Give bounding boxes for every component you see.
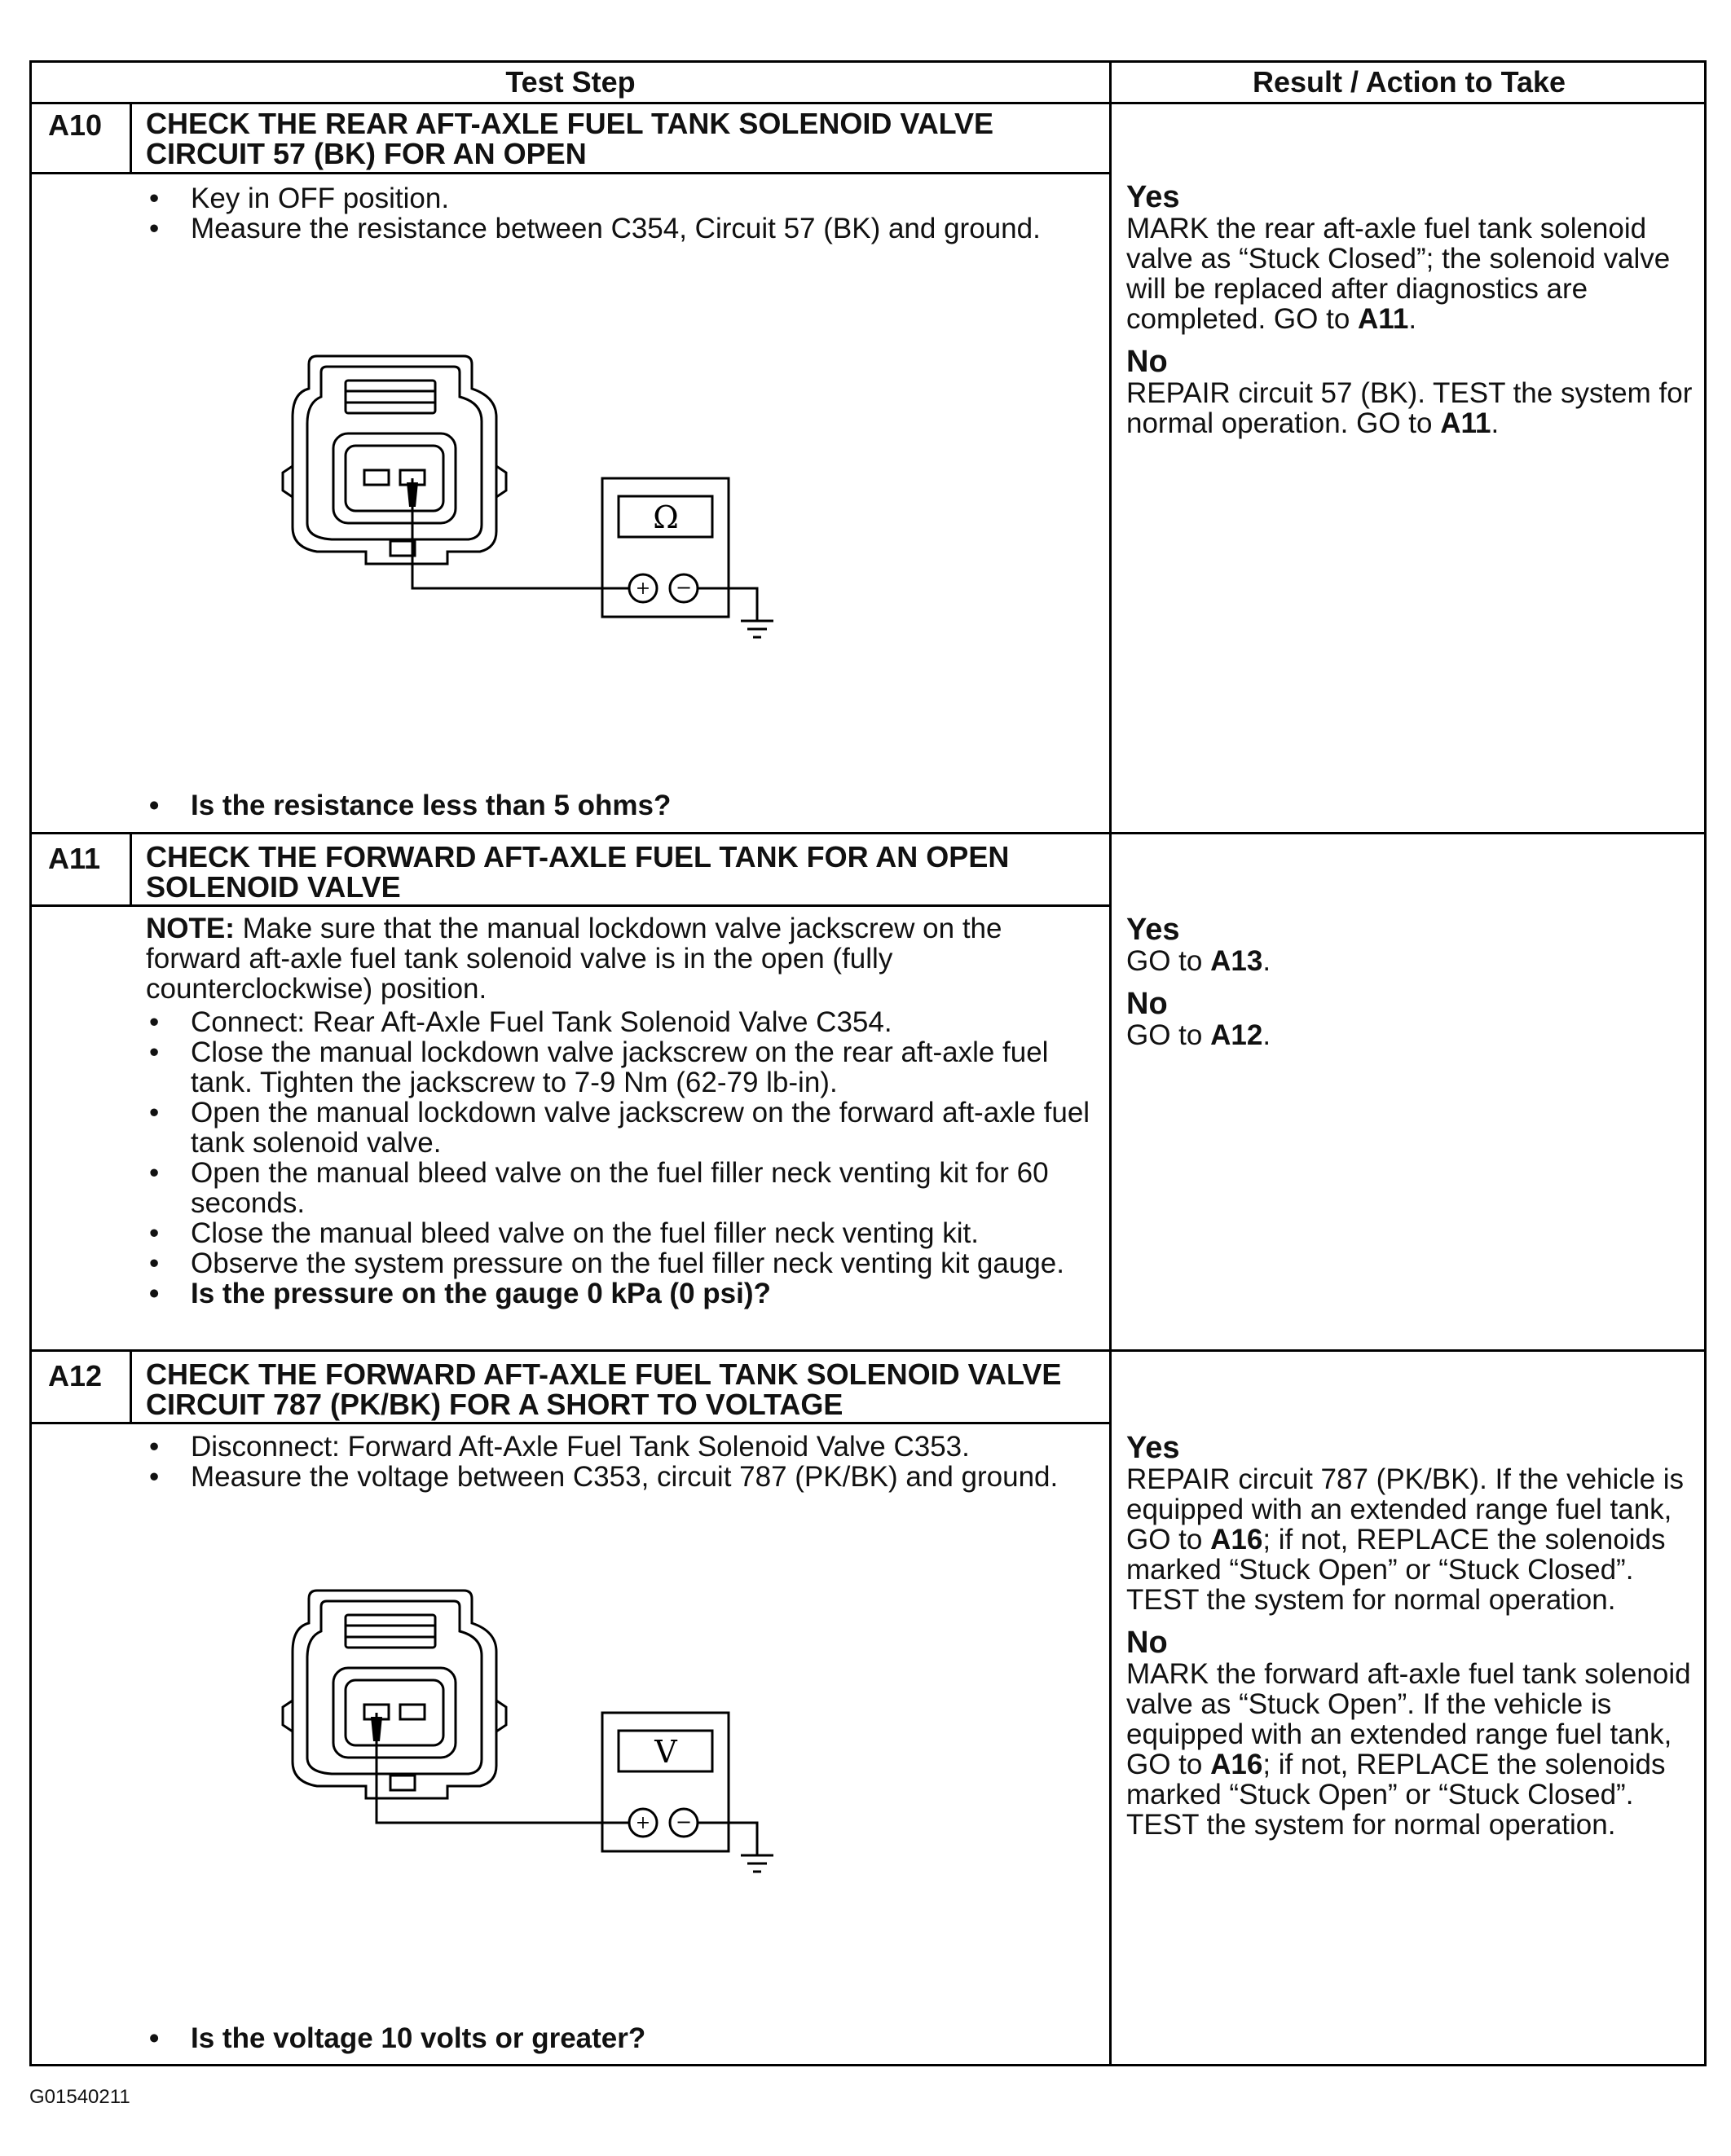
table-header [32, 63, 1704, 104]
id-divider [130, 102, 132, 172]
no-tail: . [1491, 407, 1500, 439]
id-divider [130, 834, 132, 904]
step-question [146, 790, 1091, 821]
yes-tail: ; if not, REPLACE the solenoids marked “Stuck Open” or “Stuck Closed”. TEST the system for normal operation. [1126, 1524, 1666, 1616]
yes-label: Yes [1126, 1431, 1180, 1465]
column-divider [1109, 63, 1112, 2066]
meter-symbol: V [654, 1734, 677, 1770]
svg-text:+: + [635, 579, 651, 599]
step-question [146, 2023, 1091, 2053]
step-id: A10 [48, 108, 103, 142]
step-id: A11 [48, 842, 101, 875]
list-item: • Disconnect: Forward Aft-Axle Fuel Tank Solenoid Valve C353. [146, 1432, 1091, 1462]
no-label: No [1126, 1626, 1168, 1660]
header-test-step: Test Step [505, 65, 636, 99]
yes-label: Yes [1126, 180, 1180, 214]
meter-symbol: Ω [653, 499, 679, 535]
step-instructions [146, 1432, 1091, 1492]
list-item: • Connect: Rear Aft-Axle Fuel Tank Solenoid Valve C354. [146, 1007, 1099, 1037]
yes-tail: . [1408, 303, 1417, 335]
yes-text: MARK the rear aft-axle fuel tank solenoid valve as “Stuck Closed”; the solenoid valve will be replaced after diagnostics are completed. GO to [1126, 213, 1671, 335]
svg-text:−: − [675, 1811, 693, 1833]
step-link[interactable]: A11 [1358, 303, 1409, 335]
no-text: REPAIR circuit 57 (BK). TEST the system for normal operation. GO to [1126, 377, 1693, 439]
title-separator [32, 904, 1109, 907]
note [146, 913, 1099, 1004]
figure-code: G01540211 [29, 2086, 130, 2108]
no-label: No [1126, 987, 1168, 1021]
step-link[interactable]: A13 [1210, 945, 1263, 977]
yes-text: REPAIR circuit 787 (PK/BK). If the vehicle is equipped with an extended range fuel tank, GO to [1126, 1463, 1685, 1555]
no-tail: . [1262, 1019, 1271, 1051]
list-item: • Open the manual lockdown valve jackscrew on the forward aft-axle fuel tank solenoid valve. [146, 1098, 1099, 1158]
step-title: CHECK THE FORWARD AFT-AXLE FUEL TANK FOR AN OPEN SOLENOID VALVE [146, 840, 1010, 904]
row-separator [32, 832, 1707, 834]
result-a12 [1126, 1432, 1697, 1851]
list-item: • Is the voltage 10 volts or greater? [146, 2023, 1091, 2053]
result-a10 [1126, 181, 1697, 450]
test-step-table [29, 60, 1707, 2066]
note-label: NOTE: [146, 913, 235, 944]
step-title: CHECK THE REAR AFT-AXLE FUEL TANK SOLENOID VALVE CIRCUIT 57 (BK) FOR AN OPEN [146, 107, 994, 170]
step-link[interactable]: A11 [1440, 407, 1491, 439]
no-text: MARK the forward aft-axle fuel tank solenoid valve as “Stuck Open”. If the vehicle is equipped with an extended range fuel tank, GO to [1126, 1658, 1691, 1780]
note-text: Make sure that the manual lockdown valve jackscrew on the forward aft-axle fuel tank solenoid valve is in the open (fully counterclockwise) position. [146, 913, 1002, 1005]
title-separator [32, 172, 1109, 174]
id-divider [130, 1352, 132, 1422]
ohmmeter-diagram [276, 352, 847, 711]
no-text: GO to [1126, 1019, 1211, 1051]
step-link[interactable]: A16 [1210, 1524, 1263, 1555]
no-label: No [1126, 345, 1168, 379]
voltmeter-diagram [276, 1586, 847, 1945]
step-id: A12 [48, 1359, 103, 1393]
step-title: CHECK THE FORWARD AFT-AXLE FUEL TANK SOLENOID VALVE CIRCUIT 787 (PK/BK) FOR A SHORT TO VOLTAGE [146, 1357, 1062, 1421]
step-instructions [146, 183, 1091, 244]
title-separator [32, 1422, 1109, 1424]
list-item: • Open the manual bleed valve on the fuel filler neck venting kit for 60 seconds. [146, 1158, 1099, 1218]
step-link[interactable]: A12 [1210, 1019, 1263, 1051]
header-result-action: Result / Action to Take [1252, 65, 1566, 99]
result-a11 [1126, 913, 1697, 1062]
row-separator [32, 1349, 1707, 1352]
svg-text:+: + [635, 1813, 651, 1833]
step-question: • Is the pressure on the gauge 0 kPa (0 psi)? [146, 1278, 1099, 1309]
yes-text: GO to [1126, 945, 1211, 977]
list-item: • Close the manual bleed valve on the fuel filler neck venting kit. [146, 1218, 1099, 1248]
yes-tail: . [1262, 945, 1271, 977]
step-link[interactable]: A16 [1210, 1749, 1263, 1780]
yes-label: Yes [1126, 913, 1180, 947]
step-instructions [146, 913, 1099, 1309]
list-item: • Is the resistance less than 5 ohms? [146, 790, 1091, 821]
list-item: • Measure the resistance between C354, Circuit 57 (BK) and ground. [146, 213, 1091, 244]
list-item: • Measure the voltage between C353, circuit 787 (PK/BK) and ground. [146, 1462, 1091, 1492]
svg-text:−: − [675, 576, 693, 599]
list-item: • Key in OFF position. [146, 183, 1091, 213]
list-item: • Close the manual lockdown valve jackscrew on the rear aft-axle fuel tank. Tighten the jackscrew to 7-9 Nm (62-79 lb-in). [146, 1037, 1099, 1098]
list-item: • Observe the system pressure on the fuel filler neck venting kit gauge. [146, 1248, 1099, 1278]
no-tail: ; if not, REPLACE the solenoids marked “Stuck Open” or “Stuck Closed”. TEST the system for normal operation. [1126, 1749, 1666, 1841]
